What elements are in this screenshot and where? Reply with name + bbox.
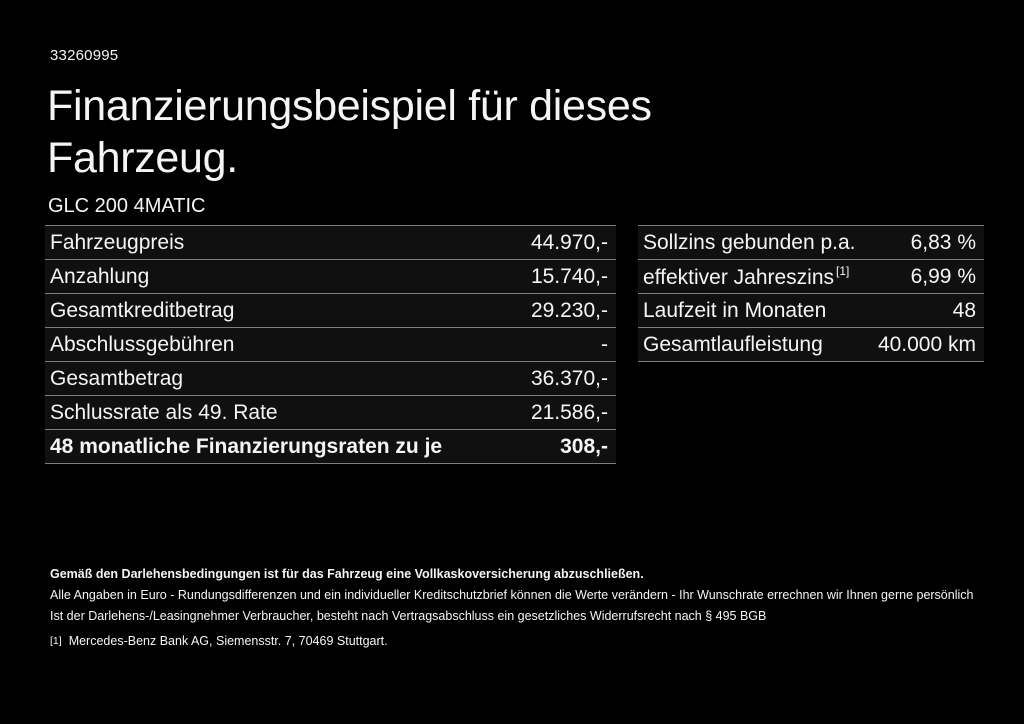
row-label: Gesamtbetrag	[50, 366, 184, 390]
row-label: Gesamtlaufleistung	[643, 332, 823, 356]
finance-table	[45, 225, 616, 464]
row-value: 21.586,-	[530, 400, 608, 424]
insurance-note: Gemäß den Darlehensbedingungen ist für das Fahrzeug eine Vollkaskoversicherung abzuschließen.	[50, 567, 644, 581]
row-value: 6,99 %	[910, 264, 976, 288]
disclaimer-block	[50, 567, 980, 630]
row-value: 29.230,-	[530, 298, 608, 322]
row-label: Sollzins gebunden p.a.	[643, 230, 856, 254]
row-label-text: effektiver Jahreszins	[643, 265, 835, 289]
table-row-laufzeit	[638, 293, 984, 327]
table-row-gesamtlaufleistung	[638, 327, 984, 361]
page-title: Finanzierungsbeispiel für dieses Fahrzeug.	[47, 82, 652, 182]
table-row-monatsrate	[45, 429, 616, 463]
row-label: Anzahlung	[50, 264, 150, 288]
row-value: 44.970,-	[530, 230, 608, 254]
row-value: 308,-	[560, 434, 608, 458]
footnote-marker: [1]	[50, 635, 62, 647]
footnote-reference-marker: [1]	[836, 263, 850, 278]
table-row-schlussrate	[45, 395, 616, 429]
row-label: Laufzeit in Monaten	[643, 298, 827, 322]
row-label	[643, 264, 849, 290]
row-label: 48 monatliche Finanzierungsraten zu je	[50, 434, 443, 458]
row-value: -	[601, 332, 608, 356]
withdrawal-note: Ist der Darlehens-/Leasingnehmer Verbraucher, besteht nach Vertragsabschluss ein gesetzliches Widerrufsrecht nach § 495 BGB	[50, 609, 767, 623]
table-row-fahrzeugpreis	[45, 225, 616, 259]
bank-footnote	[50, 634, 388, 648]
row-label: Gesamtkreditbetrag	[50, 298, 235, 322]
footnote-text: Mercedes-Benz Bank AG, Siemensstr. 7, 70469 Stuttgart.	[68, 634, 388, 648]
vehicle-model-name: GLC 200 4MATIC	[48, 195, 206, 217]
table-row-sollzins	[638, 225, 984, 259]
row-value: 40.000 km	[877, 332, 976, 356]
row-value: 6,83 %	[910, 230, 976, 254]
row-value: 48	[952, 298, 976, 322]
row-label: Abschlussgebühren	[50, 332, 235, 356]
row-label: Schlussrate als 49. Rate	[50, 400, 278, 424]
conditions-table	[638, 225, 984, 362]
table-row-effektiver-jahreszins	[638, 259, 984, 293]
table-row-anzahlung	[45, 259, 616, 293]
vehicle-listing-id: 33260995	[50, 47, 119, 64]
general-note: Alle Angaben in Euro - Rundungsdifferenzen und ein individueller Kreditschutzbrief können die Werte verändern - Ihr Wunschrate errechnen wir Ihnen gerne persönlich	[50, 588, 974, 602]
row-value: 15.740,-	[530, 264, 608, 288]
row-label: Fahrzeugpreis	[50, 230, 185, 254]
table-row-gesamtbetrag	[45, 361, 616, 395]
table-row-gesamtkreditbetrag	[45, 293, 616, 327]
row-value: 36.370,-	[530, 366, 608, 390]
table-row-abschlussgebuehren	[45, 327, 616, 361]
